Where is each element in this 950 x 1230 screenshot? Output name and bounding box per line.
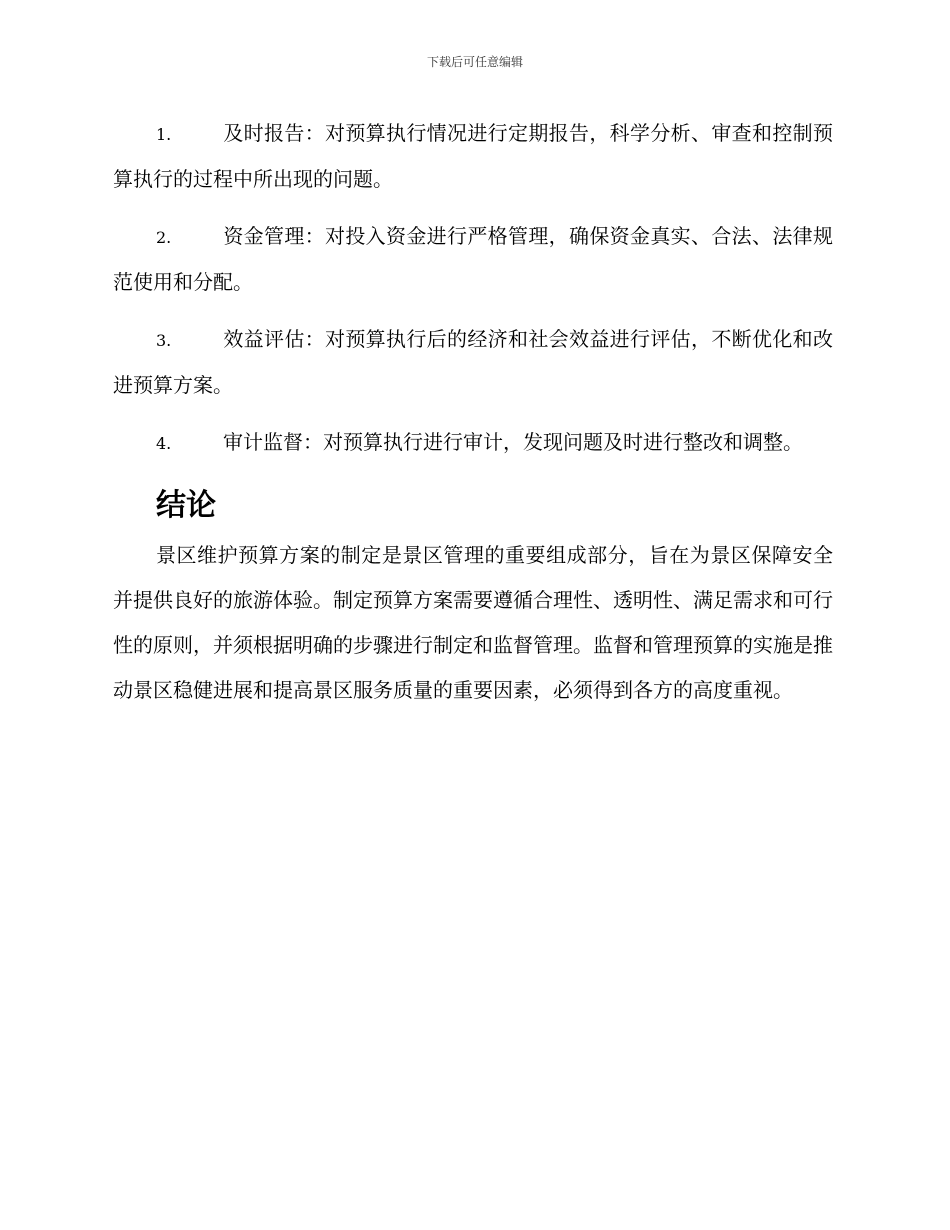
conclusion-paragraph: 景区维护预算方案的制定是景区管理的重要组成部分，旨在为景区保障安全并提供良好的旅游体验。制定预算方案需要遵循合理性、透明性、满足需求和可行性的原则，并须根据明确的步骤进行制定和监督管理。监督和管理预算的实施是推动景区稳健进展和提高景区服务质量的重要因素，必须得到各方的高度重视。 [113,543,833,702]
list-text: 资金管理：对投入资金进行严格管理，确保资金真实、合法、法律规范使用和分配。 [113,224,833,294]
list-item [113,111,833,202]
section-heading: 结论 [156,488,216,523]
list-text: 效益评估：对预算执行后的经济和社会效益进行评估，不断优化和改进预算方案。 [113,327,833,397]
list-number: 2. [156,228,172,247]
list-text: 及时报告：对预算执行情况进行定期报告，科学分析、审查和控制预算执行的过程中所出现的问题。 [113,121,833,191]
list-item [113,420,833,466]
list-number: 4. [156,434,172,453]
list-item [113,214,833,305]
list-number: 3. [156,331,172,350]
page-header: 下载后可任意编辑 [426,55,523,69]
list-number: 1. [156,125,172,144]
document-body [113,111,833,713]
list-text: 审计监督：对预算执行进行审计，发现问题及时进行整改和调整。 [223,430,803,454]
list-item [113,317,833,408]
